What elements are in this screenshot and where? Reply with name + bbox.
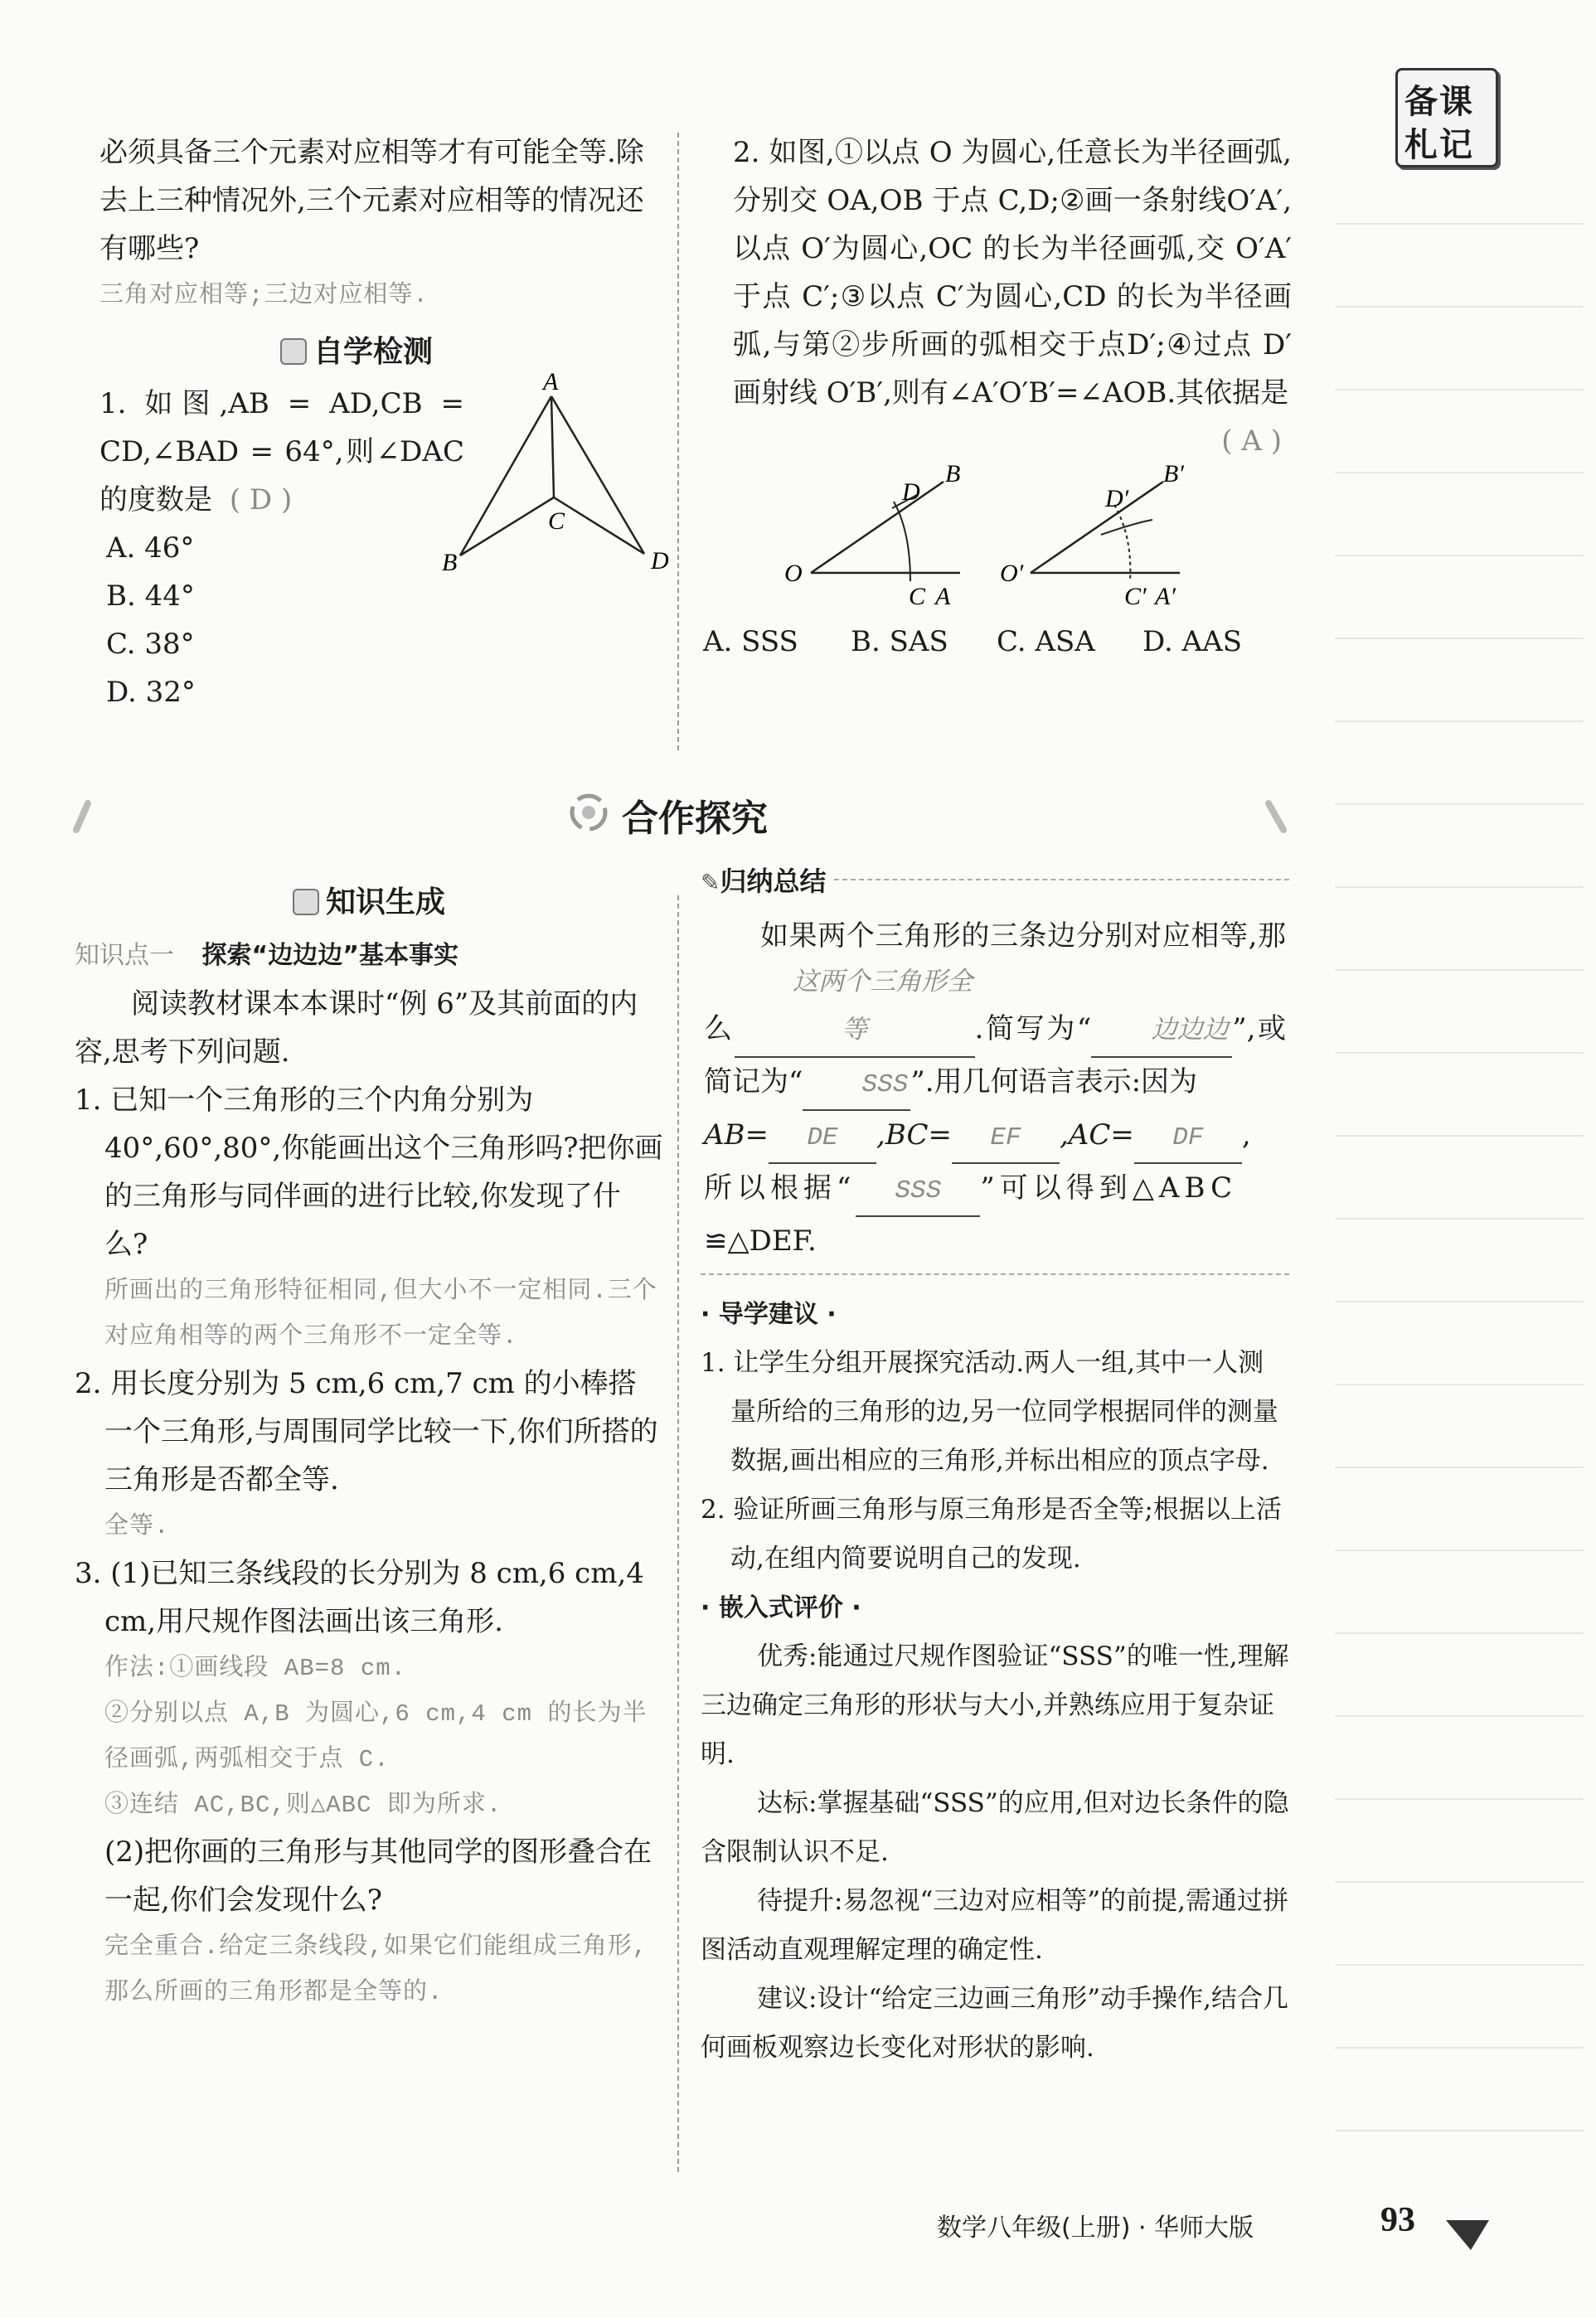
label-c: C	[548, 507, 565, 535]
self-check-heading	[50, 328, 663, 376]
guide-item-2: 2. 验证所画三角形与原三角形是否全等;根据以上活动,在组内简要说明自己的发现.	[701, 1495, 1282, 1574]
eq-ab: AB=	[704, 1118, 769, 1152]
answer-3a-step2: ②分别以点 A,B 为圆心,6 cm,4 cm 的长为半径画弧,两弧相交于点 C.	[104, 1700, 648, 1773]
summary-equations	[704, 1111, 1286, 1164]
page-corner-arrow-icon	[1443, 2204, 1492, 2253]
blank-de[interactable]: DE	[769, 1114, 876, 1164]
q2-option-b: B. SAS	[851, 625, 948, 658]
q1-option-c: C. 38°	[106, 628, 195, 661]
guide-section	[701, 1290, 1289, 2073]
fig2-label-b: B′	[1163, 465, 1184, 487]
notes-badge	[1395, 68, 1498, 167]
summary-final: ≌△DEF.	[704, 1224, 817, 1258]
fig2-label-o: O′	[1000, 560, 1024, 587]
summary-heading	[701, 857, 834, 907]
eval-title: · 嵌入式评价 ·	[701, 1593, 861, 1622]
fig2-label-a: A′	[1155, 583, 1176, 610]
answer-2: 全等.	[104, 1513, 170, 1540]
guide-item-1: 1. 让学生分组开展探究活动.两人一组,其中一人测量所给的三角形的边,另一位同学根据同伴的测量数据,画出相应的三角形,并标出相应的顶点字母.	[701, 1348, 1278, 1476]
fig1-label-c: C	[909, 583, 926, 610]
q2-option-d: D. AAS	[1142, 625, 1243, 658]
q2-answer: ( A )	[1221, 424, 1282, 458]
book-title: 数学八年级(上册) · 华师大版	[937, 2214, 1254, 2243]
banner-title: 合作探究	[622, 798, 768, 840]
section-icon	[280, 338, 307, 365]
knowledge-title: 知识生成	[325, 885, 445, 919]
summary-part-3: ”,或简记为“	[704, 1012, 1286, 1098]
reading-intro: 阅读教材课本本课时“例 6”及其前面的内容,思考下列问题.	[75, 987, 638, 1069]
knowledge-column	[75, 879, 663, 2015]
summary-text	[704, 880, 1286, 1111]
summary-column	[701, 866, 1289, 2073]
notes-badge-line1: 备课	[1404, 83, 1474, 121]
fig1-label-d: D	[902, 478, 920, 506]
q1-option-d: D. 32°	[106, 676, 196, 709]
top-right-column	[703, 129, 1292, 666]
blank-short[interactable]: SSS	[803, 1061, 910, 1111]
question-3b-text: (2)把你画的三角形与其他同学的图形叠合在一起,你们会发现什么?	[104, 1835, 652, 1917]
q1-kite-figure	[435, 371, 684, 587]
blank-abbr[interactable]: 边边边	[1091, 1008, 1232, 1058]
knowledge-point	[75, 932, 663, 980]
banner-right-mark	[1260, 800, 1293, 833]
eq-bc: ,BC=	[876, 1118, 952, 1152]
cooperative-banner	[66, 783, 1302, 841]
answer-3b: 完全重合.给定三条线段,如果它们能组成三角形,那么所画的三角形都是全等的.	[104, 1933, 648, 2006]
notes-area	[1327, 191, 1592, 2247]
q2-stem: 2. 如图,①以点 O 为圆心,任意长为半径画弧,分别交 OA,OB 于点 C,D;②画一条射线O′A′,以点 O′为圆心,OC 的长为半径画弧,交 O′A′于点 C′;③以点 C′为圆心,CD 的长为半径画弧,与第②步所画的弧相交于点D′;④过点 D′画射线 O′B′,则有∠A′O′B′=∠AOB.其依据是	[733, 136, 1292, 410]
question-1-text: 1. 已知一个三角形的三个内角分别为 40°,60°,80°,你能画出这个三角形吗?把你画的三角形与同伴画的进行比较,你发现了什么?	[75, 1084, 663, 1261]
q2-option-c: C. ASA	[997, 625, 1095, 658]
label-b: B	[442, 549, 458, 576]
kp-title: 探索“边边边”基本事实	[201, 941, 458, 970]
notes-lines	[1327, 191, 1592, 2247]
bottom-column-divider	[677, 895, 679, 2172]
summary-part-2: .简写为“	[974, 1012, 1092, 1045]
eval-excellent: 优秀:能通过尺规作图验证“SSS”的唯一性,理解三边确定三角形的形状与大小,并熟练应用于复杂证明.	[701, 1642, 1289, 1769]
banner-left-mark	[66, 800, 99, 833]
question-3a-text: 3. (1)已知三条线段的长分别为 8 cm,6 cm,4 cm,用尺规作图法画出该三角形.	[75, 1557, 644, 1638]
summary-title: 归纳总结	[720, 866, 827, 897]
summary-conclusion	[704, 1164, 1286, 1217]
q1-stem: 1. 如图,AB = AD,CB = CD,∠BAD = 64°,则∠DAC 的度数是	[99, 387, 464, 516]
page-number: 93	[1380, 2201, 1415, 2239]
page-footer	[937, 2197, 1517, 2255]
label-a: A	[543, 371, 559, 395]
pencil-icon: ✎	[701, 869, 720, 896]
summary-part-6: ”可以得到△ABC	[980, 1171, 1238, 1205]
fig1-label-b: B	[945, 465, 961, 487]
q2-option-a: A. SSS	[703, 625, 798, 658]
label-d: D	[651, 547, 669, 575]
kp-label: 知识点一	[75, 941, 174, 970]
self-check-title: 自学检测	[313, 335, 433, 369]
banner-swirl-icon	[564, 788, 614, 837]
fig1-label-o: O	[784, 560, 803, 587]
q1-option-a: A. 46°	[106, 531, 195, 565]
blank-df[interactable]: DF	[1134, 1114, 1242, 1164]
question-1	[99, 371, 669, 716]
summary-part-4: ”.用几何语言表示:因为	[910, 1065, 1198, 1098]
eq-ac: ,AC=	[1059, 1118, 1134, 1152]
q1-text	[99, 380, 464, 524]
fig2-label-d: D′	[1105, 485, 1129, 512]
guide-title: · 导学建议 ·	[701, 1300, 837, 1329]
question-2-text: 2. 用长度分别为 5 cm,6 cm,7 cm 的小棒搭一个三角形,与周围同学比较一下,你们所搭的三角形是否都全等.	[75, 1367, 658, 1496]
notes-badge-line2: 札记	[1404, 126, 1474, 164]
intro-answer: 三角对应相等;三边对应相等.	[99, 282, 429, 309]
answer-3a-step3: ③连结 AC,BC,则△ABC 即为所求.	[104, 1792, 502, 1819]
blank-conclusion[interactable]: 这两个三角形全等	[735, 960, 975, 1058]
eval-suggestion: 建议:设计“给定三边画三角形”动手操作,结合几何画板观察边长变化对形状的影响.	[701, 1984, 1288, 2063]
eq-comma: ,	[1241, 1118, 1251, 1152]
answer-3a-step1: 作法:①画线段 AB=8 cm.	[104, 1655, 407, 1682]
q1-option-b: B. 44°	[106, 580, 195, 613]
q2-text	[703, 129, 1292, 458]
knowledge-heading	[75, 879, 663, 927]
q2-options	[703, 618, 1292, 666]
blank-reason[interactable]: SSS	[856, 1167, 980, 1217]
fig1-label-a: A	[935, 583, 951, 610]
summary-box	[701, 866, 1289, 1275]
intro-text: 必须具备三个元素对应相等才有可能全等.除去上三种情况外,三个元素对应相等的情况还有哪些?	[99, 136, 644, 265]
summary-part-1: 如果两个三角形的三条边分别对应相等,那么	[704, 919, 1286, 1045]
q2-construction-figure	[703, 465, 1292, 623]
summary-part-5: 所以根据“	[704, 1171, 856, 1205]
top-left-column	[99, 129, 669, 716]
q1-answer: ( D )	[229, 483, 293, 516]
eval-improve: 待提升:易忽视“三边对应相等”的前提,需通过拼图活动直观理解定理的确定性.	[701, 1886, 1288, 1965]
blank-ef[interactable]: EF	[952, 1114, 1060, 1164]
eval-standard: 达标:掌握基础“SSS”的应用,但对边长条件的隐含限制认识不足.	[701, 1788, 1289, 1867]
section-icon	[293, 889, 319, 915]
fig2-label-c: C′	[1124, 583, 1147, 610]
answer-1: 所画出的三角形特征相同,但大小不一定相同.三个对应角相等的两个三角形不一定全等.	[104, 1278, 657, 1351]
